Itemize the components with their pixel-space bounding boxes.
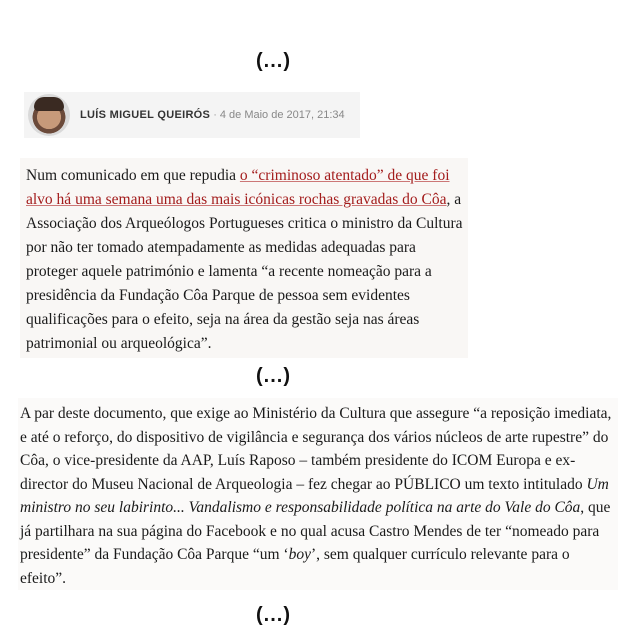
article-paragraph-2 [18,398,618,590]
paragraph-2-part-1: A par deste documento, que exige ao Ministério da Cultura que assegure “a reposição imediata, e até o reforço, do dispositivo de vigilância e segurança dos vários núcleos de arte rupestre” do Côa, o vice-presidente da AAP, Luís Raposo – também presidente do ICOM Europa e ex-director do Museu Nacional de Arqueologia – fez chegar ao PÚBLICO um texto intitulado [20,405,612,493]
author-name[interactable]: LUÍS MIGUEL QUEIRÓS [80,109,211,121]
publish-date: 4 de Maio de 2017, 21:34 [219,109,345,121]
book-title: Um ministro no seu labirinto... Vandalismo e responsabilidade política na arte do Vale do Côa [20,475,609,516]
byline [24,92,360,138]
ellipsis-middle: (...) [256,365,291,387]
avatar[interactable] [28,94,70,136]
article-paragraph-1 [20,158,468,358]
paragraph-2-part-2: , que já partilhara na sua página do Facebook e no qual acusa Castro Mendes de ter “nomeado para presidente” da Fundação Côa Parque “um ‘ [20,499,611,563]
ellipsis-top: (...) [256,50,291,72]
boy-word: boy [288,546,311,563]
paragraph-2-part-3: ’, sem qualquer currículo relevante para o efeito”. [20,546,570,587]
byline-separator: · [213,109,217,121]
article-link[interactable]: o “criminoso atentado” de que foi alvo há uma semana uma das mais icónicas rochas gravadas do Côa [26,167,450,208]
ellipsis-bottom: (...) [256,604,291,626]
paragraph-1-intro: Num comunicado em que repudia [26,167,240,184]
paragraph-1-rest: , a Associação dos Arqueólogos Portugueses critica o ministro da Cultura por não ter tomado atempadamente as medidas adequadas para proteger aquele património e lamenta “a recente nomeação para a presidência da Fundação Côa Parque de pessoa sem evidentes qualificações para o efeito, seja na área da gestão seja nas áreas patrimonial ou arqueológica”. [26,191,463,352]
